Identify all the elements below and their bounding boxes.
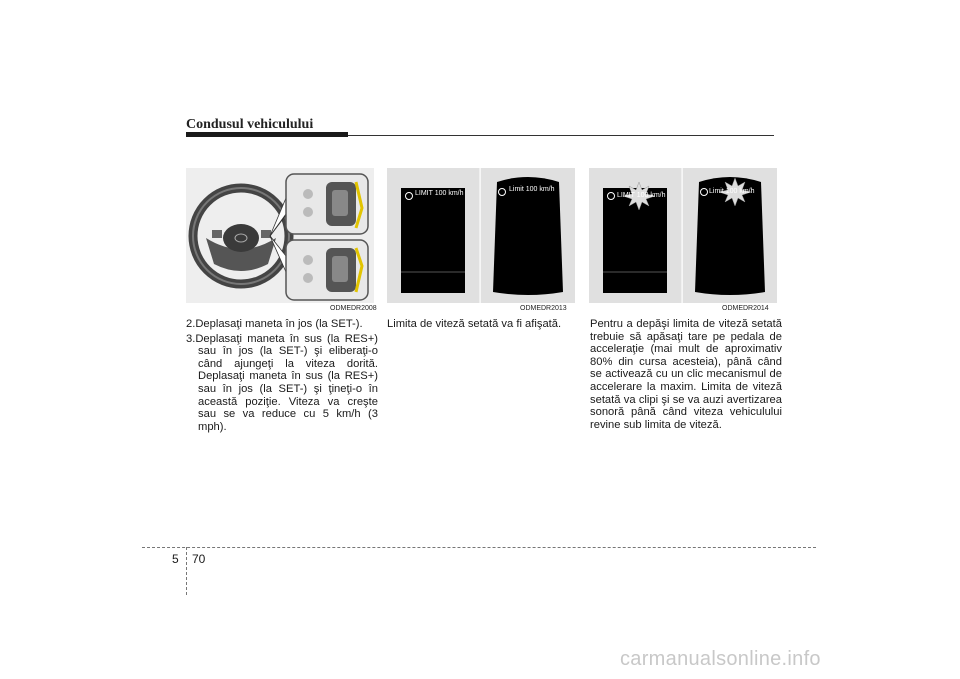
column-override-note [590,318,782,431]
figure-code: ODMEDR2014 [722,305,769,312]
column-instructions [186,318,378,435]
steering-wheel-icon [186,168,374,303]
cluster-display-illustration [387,168,575,303]
page-header-title: Condusul vehiculului [186,117,314,132]
figure-code: ODMEDR2013 [520,305,567,312]
page-number: 70 [192,552,206,566]
instruction-step-3: 3.Deplasaţi maneta în sus (la RES+) sau în jos (la SET-) şi eliberaţi-o când ajungeţi la viteza dorită. Deplasaţi maneta în sus (la RES+) sau în jos (la SET-) şi ţineţi-o în această poziţie. Viteza va creşte sau se va reduce cu 5 km/h (3 mph). [186,332,378,433]
speed-limit-display-right: Limit 100 km/h [509,186,555,193]
speed-limit-display-left: LIMIT 100 km/h [415,190,464,197]
override-note-text: Pentru a depăşi limita de viteză setată trebuie să apăsaţi tare pe pedala de acceleraţie (mai mult de aproximativ 80% din cursa acesteia), până când se activează cu un clic mecanismul de accelerare la maxim. Limita de viteză setată va clipi şi se va auzi avertizarea sonoră până când viteza vehiculului revine sub limita de viteză. [590,318,782,431]
chapter-number: 5 [172,552,179,566]
cluster-display-flashing-illustration [589,168,777,303]
footer-rule [142,547,816,548]
header-rule [348,135,774,136]
steering-wheel-illustration [186,168,374,303]
header-bar [186,132,348,137]
display-note-text: Limita de viteză setată va fi afişată. [387,318,562,330]
speed-limit-display-right-flashing: Limit 100 km/h [709,188,755,195]
footer-separator [186,547,187,595]
instruction-step-2: 2.Deplasaţi maneta în jos (la SET-). [186,318,363,330]
column-display-note [387,318,579,331]
speed-limit-display-left-flashing: LIMIT 100 km/h [617,192,666,199]
figure-code: ODMEDR2008 [330,305,377,312]
watermark: carmanualsonline.info [620,648,821,670]
